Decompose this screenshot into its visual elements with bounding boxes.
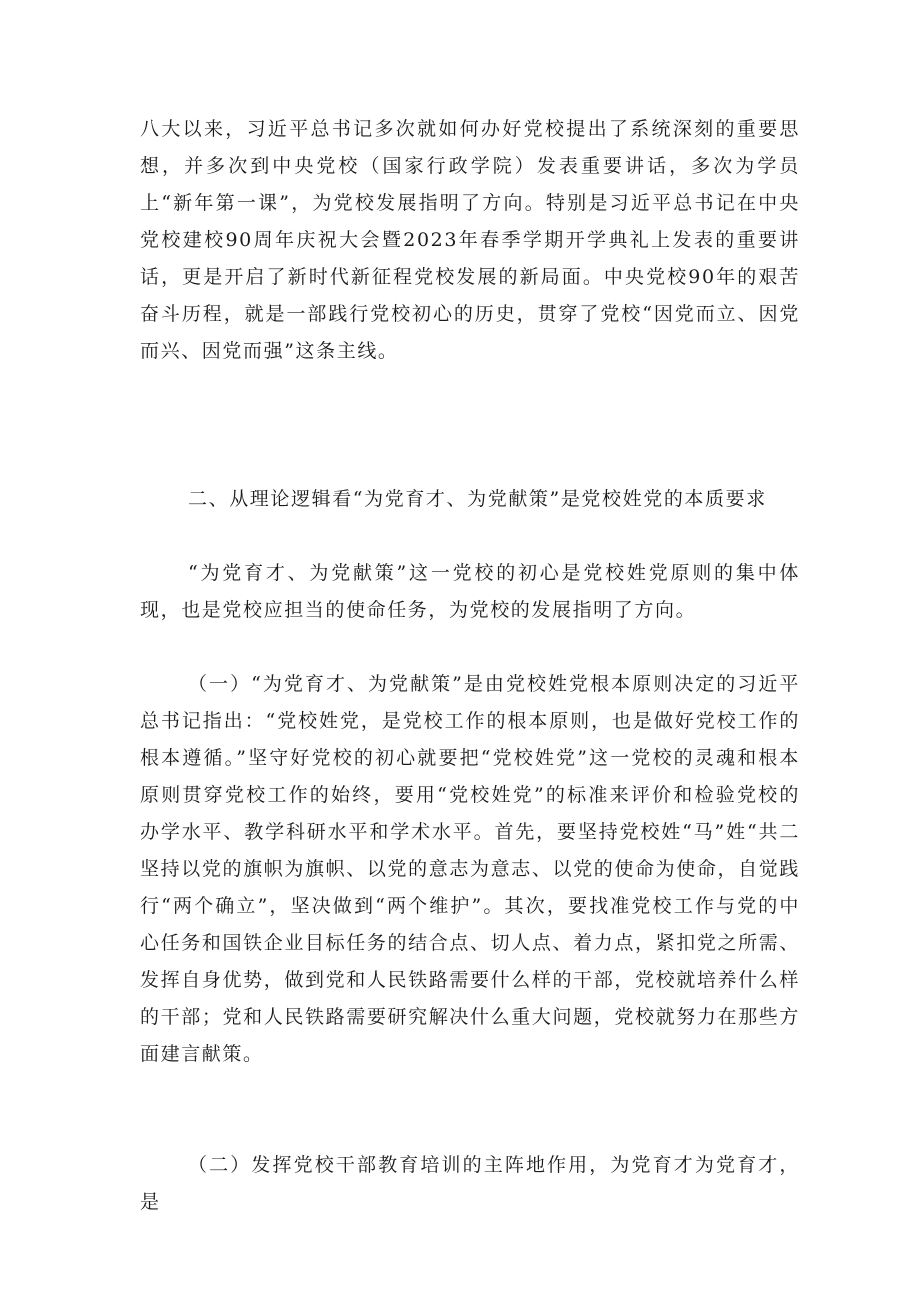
body-paragraph-1: 八大以来，习近平总书记多次就如何办好党校提出了系统深刻的重要思想，并多次到中央党校（国家行政学院）发表重要讲话，多次为学员上“新年第一课”，为党校发展指明了方向。特别是习近平总书记在中央党校建校90周年庆祝大会暨2023年春季学期开学典礼上发表的重要讲话，更是开启了新时代新征程党校发展的新局面。中央党校90年的艰苦奋斗历程，就是一部践行党校初心的历史，贯穿了党校“因党而立、因党而兴、因党而强”这条主线。 (140, 118, 800, 362)
section-heading-2: 二、从理论逻辑看“为党育才、为党献策”是党校姓党的本质要求 (188, 488, 767, 510)
body-paragraph-3: （一）“为党育才、为党献策”是由党校姓党根本原则决定的习近平总书记指出：“党校姓党，是党校工作的根本原则，也是做好党校工作的根本遵循。”坚守好党校的初心就要把“党校姓党”这一党校的灵魂和根本原则贯穿党校工作的始终，要用“党校姓党”的标准来评价和检验党校的办学水平、教学科研水平和学术水平。首先，要坚持党校姓“马”姓“共二坚持以党的旗帜为旗帜、以党的意志为意志、以党的使命为使命，自觉践行“两个确立”，坚决做到“两个维护”。其次，要找准党校工作与党的中心任务和国铁企业目标任务的结合点、切人点、着力点，紧扣党之所需、发挥自身优势，做到党和人民铁路需要什么样的干部，党校就培养什么样的干部；党和人民铁路需要研究解决什么重大问题，党校就努力在那些方面建言献策。 (140, 673, 800, 1065)
body-paragraph-2: “为党育才、为党献策”这一党校的初心是党校姓党原则的集中体现，也是党校应担当的使命任务，为党校的发展指明了方向。 (140, 562, 800, 621)
body-paragraph-4: （二）发挥党校干部教育培训的主阵地作用，为党育才为党育才，是 (140, 1154, 800, 1213)
